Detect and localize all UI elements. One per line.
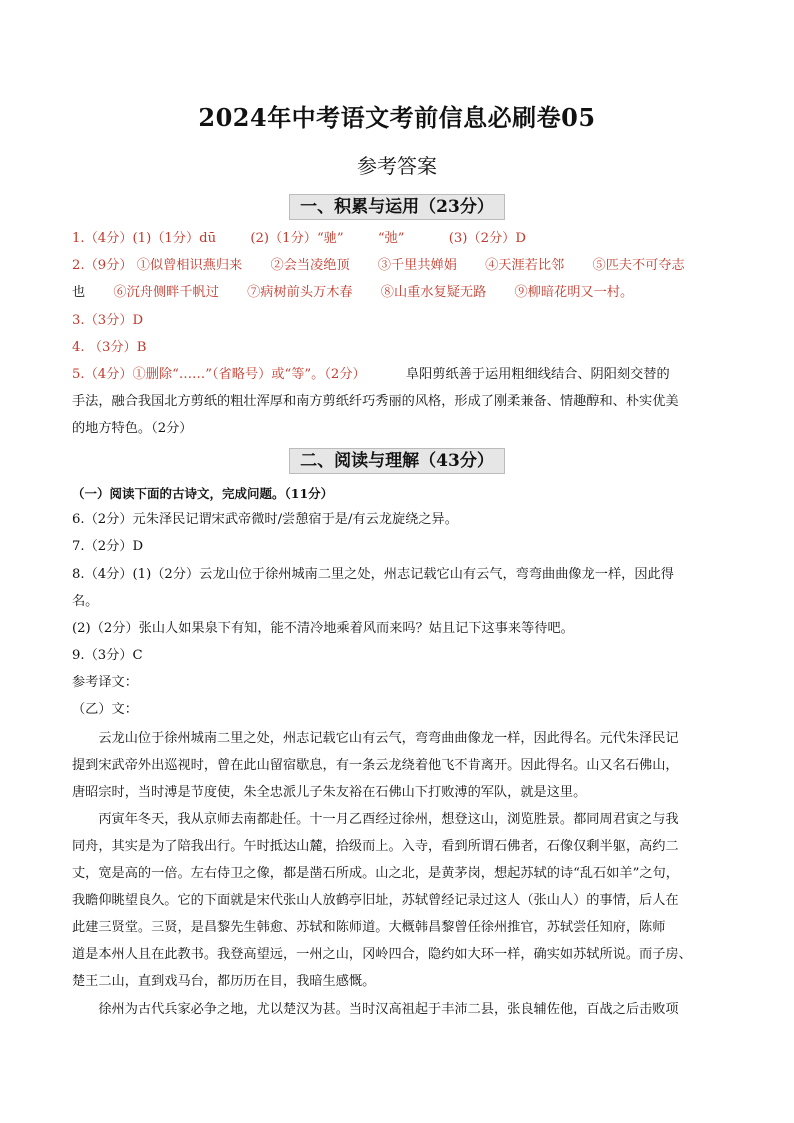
- translation-p2-line2: 同舟，其实是为了陪我出行。午时抵达山麓，拾级而上。入寺，看到所谓石佛者，石像仅剩半躯，高约二: [72, 839, 679, 854]
- answer-q8-line3: (2)（2分）张山人如果泉下有知，能不清冷地乘着风而来吗？姑且记下这事来等待吧。: [72, 621, 574, 636]
- answer-q8-line1: 8.（4分）(1)（2分）云龙山位于徐州城南二里之处，州志记载它山有云气，弯弯曲曲像龙一样，因此得: [72, 567, 674, 582]
- q5-part2: 阜阳剪纸善于运用粗细线结合、阴阳刻交替的: [405, 367, 670, 382]
- q1-part1: 1.（4分）(1)（1分）dū: [72, 231, 217, 246]
- translation-p2-line5: 此建三贤堂。三贤，是昌黎先生韩愈、苏轼和陈师道。大概韩昌黎曾任徐州推官，苏轼尝任知府，陈师: [72, 920, 666, 935]
- translation-p2-line4: 我瞻仰眺望良久。它的下面就是宋代张山人放鹤亭旧址，苏轼曾经记录过这人（张山人）的事情，后人在: [72, 893, 679, 908]
- answer-q4: 4. （3分）B: [72, 340, 147, 355]
- q2-prefix: 2.（9分）: [72, 258, 133, 273]
- answer-q5-line3: 的地方特色。（2分）: [72, 421, 193, 436]
- translation-p2-line1: 丙寅年冬天，我从京师去南都赴任。十一月乙酉经过徐州，想登这山，浏览胜景。都同周君寅之与我: [72, 812, 679, 827]
- answer-q6: 6.（2分）元朱泽民记谓宋武帝微时/尝憩宿于是/有云龙旋绕之异。: [72, 512, 458, 527]
- q2-item-1: ①似曾相识燕归来: [136, 258, 243, 273]
- translation-p2-line7: 楚王二山，直到戏马台，都历历在目，我暗生感慨。: [72, 974, 376, 989]
- translation-p1-line3: 唐昭宗时，当时溥是节度使，朱全忠派儿子朱友裕在石佛山下打败溥的军队，就是这里。: [72, 785, 587, 800]
- part-1-heading: （一）阅读下面的古诗文，完成问题。（11分）: [72, 486, 334, 501]
- translation-p2-line3: 丈，宽是高的一倍。左右侍卫之像，都是凿石所成。山之北，是黄茅岗，想起苏轼的诗“乱石如羊”之句，: [72, 866, 679, 881]
- answer-q8-line2: 名。: [72, 594, 99, 609]
- q2-item-6: ⑥沉舟侧畔千帆过: [113, 285, 219, 300]
- translation-p1-line2: 提到宋武帝外出巡视时，曾在此山留宿歇息，有一条云龙绕着他飞不肯离开。因此得名。山又名石佛山，: [72, 758, 679, 773]
- q2-item-5: ⑤匹夫不可夺志: [592, 258, 685, 273]
- q1-part3: (3)（2分）D: [448, 231, 526, 246]
- q2-item-8: ⑧山重水复疑无路: [380, 285, 487, 300]
- answer-q3: 3.（3分）D: [72, 313, 144, 328]
- translation-sub: （乙）文：: [72, 702, 138, 717]
- q2-item-4: ④天涯若比邻: [485, 258, 565, 273]
- answer-q2-line2: [72, 283, 732, 303]
- translation-p3-line1: 徐州为古代兵家必争之地，尤以楚汉为甚。当时汉高祖起于丰沛二县，张良辅佐他，百战之后击败项: [72, 1002, 679, 1017]
- section-heading-1: [0, 194, 794, 220]
- translation-p1-line1: 云龙山位于徐州城南二里之处，州志记载它山有云气，弯弯曲曲像龙一样，因此得名。元代朱泽民记: [72, 731, 679, 746]
- q2-item-3: ③千里共婵娟: [377, 258, 457, 273]
- answer-q5-line1: [72, 365, 732, 385]
- page-subtitle: 参考答案: [357, 154, 437, 178]
- q1-part2b: “弛”: [377, 231, 405, 246]
- q2-item-9: ⑨柳暗花明又一村。: [514, 285, 634, 300]
- q2-cont-prefix: 也: [72, 285, 86, 300]
- translation-label: 参考译文：: [72, 675, 138, 690]
- answer-q2-line1: [72, 256, 732, 276]
- answer-q1: [72, 229, 732, 249]
- answer-q5-line2: 手法，融合我国北方剪纸的粗壮浑厚和南方剪纸纤巧秀丽的风格，形成了刚柔兼备、情趣醇和、朴实优美: [72, 394, 679, 409]
- answer-q7: 7.（2分）D: [72, 539, 144, 554]
- q2-item-7: ⑦病树前头万木春: [247, 285, 353, 300]
- q1-part2: (2)（1分）“驰”: [250, 231, 344, 246]
- answer-q9: 9.（3分）C: [72, 648, 143, 663]
- page-title: 2024年中考语文考前信息必刷卷05: [198, 103, 596, 132]
- section-heading-1-label: 一、积累与运用（23分）: [289, 194, 505, 220]
- q2-item-2: ②会当凌绝顶: [270, 258, 350, 273]
- translation-p2-line6: 道是本州人且在此教书。我登高望远，一州之山，冈岭四合，隐约如大环一样，确实如苏轼所说。而子房、: [72, 947, 692, 962]
- section-heading-2: [0, 448, 794, 474]
- q5-part1: 5.（4分）①删除“……”（省略号）或“等”。（2分）: [72, 367, 366, 382]
- section-heading-2-label: 二、阅读与理解（43分）: [289, 448, 505, 474]
